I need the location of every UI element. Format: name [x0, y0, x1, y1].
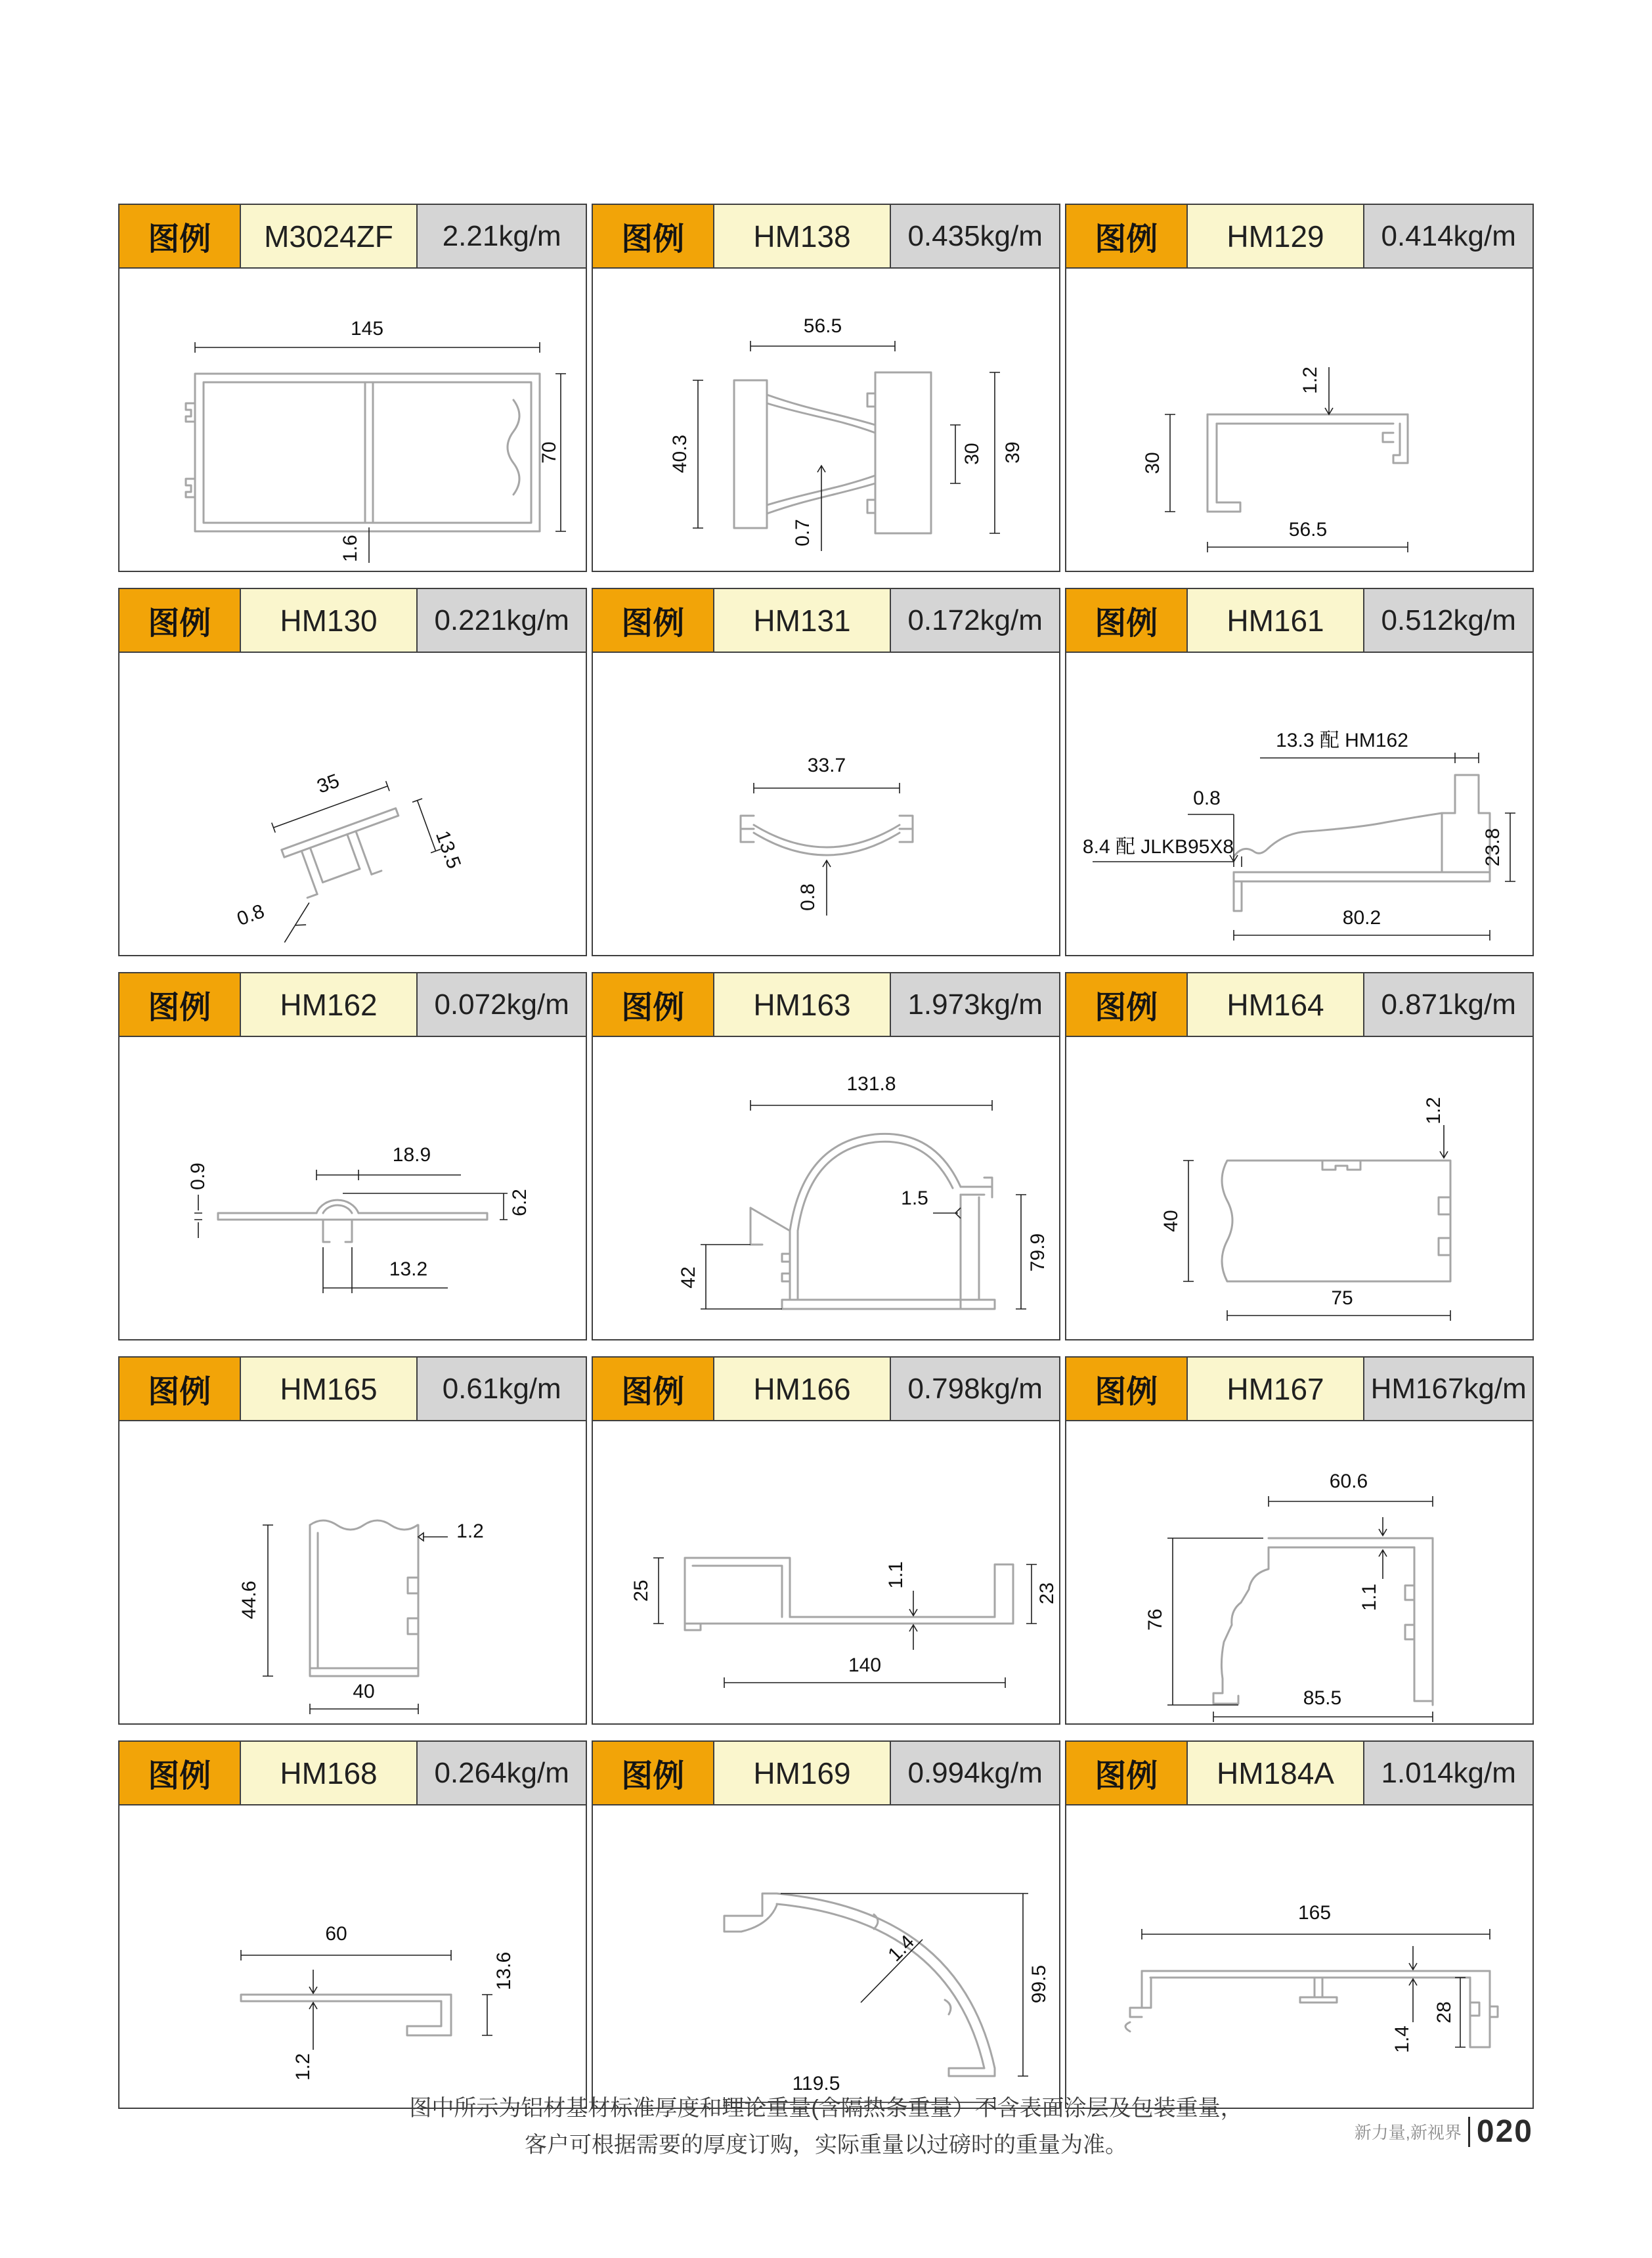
- weight-cell: 2.21kg/m: [418, 205, 586, 267]
- dim-label: 30: [961, 443, 983, 465]
- profile-card-hm168: [118, 1740, 587, 2109]
- model-cell: HM184A: [1188, 1742, 1365, 1804]
- model-cell: HM138: [714, 205, 892, 267]
- legend-cell: 图例: [593, 1742, 714, 1804]
- model-cell: HM162: [241, 973, 418, 1036]
- dim-label: 60.6: [1329, 1471, 1368, 1492]
- dim-label: 79.9: [1027, 1233, 1049, 1272]
- profile-svg: [120, 1805, 586, 2108]
- profile-svg: [120, 653, 586, 955]
- dim-label: 1.4: [884, 1931, 919, 1966]
- profile-drawing: [593, 269, 1059, 571]
- dim-label: 40.3: [669, 434, 691, 474]
- profile-card-hm167: [1065, 1356, 1534, 1725]
- card-header: [120, 1742, 586, 1805]
- dim-label: 1.4: [1391, 2026, 1413, 2053]
- weight-cell: 0.798kg/m: [891, 1358, 1059, 1420]
- profile-card-hm166: [592, 1356, 1060, 1725]
- model-cell: HM169: [714, 1742, 892, 1804]
- dim-label: 56.5: [803, 315, 842, 337]
- dim-label: 30: [1142, 452, 1163, 474]
- dim-label: 18.9: [392, 1144, 431, 1166]
- profile-svg: [593, 1805, 1059, 2108]
- legend-cell: 图例: [120, 589, 241, 652]
- weight-cell: 0.172kg/m: [891, 589, 1059, 652]
- dim-label: 0.8: [797, 883, 819, 911]
- dim-label: 1.5: [901, 1187, 928, 1209]
- profile-svg: [1066, 653, 1532, 955]
- profile-drawing: [1066, 1805, 1532, 2108]
- dim-label: 1.1: [885, 1561, 907, 1589]
- card-header: [120, 205, 586, 269]
- profile-svg: [593, 1037, 1059, 1339]
- card-header: [1066, 1358, 1532, 1421]
- dim-label: 1.2: [292, 2053, 314, 2081]
- profile-card-hm165: [118, 1356, 587, 1725]
- profile-drawing: [120, 1037, 586, 1339]
- profile-drawing: [120, 269, 586, 571]
- weight-cell: 0.264kg/m: [418, 1742, 586, 1804]
- dim-label: 1.2: [456, 1520, 484, 1542]
- dim-label: 13.5: [431, 828, 465, 872]
- legend-cell: 图例: [1066, 973, 1188, 1036]
- page-number: 020: [1476, 2114, 1533, 2149]
- legend-cell: 图例: [593, 973, 714, 1036]
- card-header: [1066, 1742, 1532, 1805]
- dim-label: 1.2: [1299, 366, 1321, 394]
- profile-card-hm131: [592, 588, 1060, 956]
- card-header: [1066, 589, 1532, 653]
- footer-divider: [1468, 2117, 1470, 2147]
- dim-label: 60: [325, 1923, 347, 1945]
- weight-cell: 0.871kg/m: [1364, 973, 1532, 1036]
- card-header: [120, 589, 586, 653]
- dim-label: 56.5: [1288, 519, 1328, 541]
- dim-label: 75: [1331, 1287, 1353, 1309]
- dim-label: 140: [848, 1654, 882, 1676]
- dim-label: 85.5: [1303, 1687, 1342, 1709]
- dim-label: 0.8: [234, 900, 268, 931]
- model-cell: HM165: [241, 1358, 418, 1420]
- weight-cell: 0.221kg/m: [418, 589, 586, 652]
- dim-label: 99.5: [1028, 1964, 1050, 2004]
- profile-card-hm161: [1065, 588, 1534, 956]
- dim-label: 13.3 配 HM162: [1276, 730, 1408, 751]
- legend-cell: 图例: [120, 1742, 241, 1804]
- card-header: [1066, 205, 1532, 269]
- dim-label: 80.2: [1342, 907, 1381, 929]
- card-header: [593, 973, 1059, 1037]
- dim-label: 28: [1433, 2001, 1455, 2024]
- profile-card-hm129: [1065, 204, 1534, 572]
- profile-svg: [120, 269, 586, 571]
- weight-cell: 0.414kg/m: [1364, 205, 1532, 267]
- dim-label: 39: [1002, 441, 1024, 464]
- model-cell: HM164: [1188, 973, 1365, 1036]
- model-cell: M3024ZF: [241, 205, 418, 267]
- legend-cell: 图例: [593, 1358, 714, 1420]
- legend-cell: 图例: [593, 589, 714, 652]
- profile-svg: [593, 269, 1059, 571]
- weight-cell: 1.973kg/m: [891, 973, 1059, 1036]
- card-header: [1066, 973, 1532, 1037]
- weight-cell: HM167kg/m: [1364, 1358, 1532, 1420]
- profile-drawing: [593, 1805, 1059, 2108]
- profile-card-hm162: [118, 972, 587, 1340]
- dim-label: 119.5: [792, 2073, 840, 2094]
- dim-label: 165: [1297, 1902, 1332, 1924]
- model-cell: HM131: [714, 589, 892, 652]
- profile-drawing: [593, 1421, 1059, 1723]
- profile-grid: [118, 204, 1534, 2109]
- card-header: [593, 589, 1059, 653]
- model-cell: HM129: [1188, 205, 1365, 267]
- profile-drawing: [1066, 1037, 1532, 1339]
- profile-drawing: [1066, 269, 1532, 571]
- legend-cell: 图例: [1066, 205, 1188, 267]
- dim-label: 1.1: [1359, 1583, 1380, 1611]
- card-header: [120, 973, 586, 1037]
- dim-label: 0.7: [792, 519, 814, 546]
- profile-svg: [593, 653, 1059, 955]
- model-cell: HM163: [714, 973, 892, 1036]
- profile-svg: [1066, 1421, 1532, 1723]
- legend-cell: 图例: [120, 205, 241, 267]
- weight-cell: 1.014kg/m: [1364, 1742, 1532, 1804]
- profile-card-hm138: [592, 204, 1060, 572]
- dim-label: 23: [1036, 1582, 1058, 1605]
- legend-cell: 图例: [1066, 589, 1188, 652]
- profile-drawing: [593, 653, 1059, 955]
- dim-label: 40: [1160, 1210, 1182, 1232]
- model-cell: HM161: [1188, 589, 1365, 652]
- profile-drawing: [120, 1805, 586, 2108]
- legend-cell: 图例: [593, 205, 714, 267]
- dim-label: 6.2: [509, 1189, 531, 1216]
- model-cell: HM166: [714, 1358, 892, 1420]
- card-header: [593, 1742, 1059, 1805]
- legend-cell: 图例: [120, 1358, 241, 1420]
- profile-card-hm184a: [1065, 1740, 1534, 2109]
- profile-drawing: [120, 1421, 586, 1723]
- card-header: [593, 1358, 1059, 1421]
- model-cell: HM167: [1188, 1358, 1365, 1420]
- profile-svg: [1066, 1805, 1532, 2108]
- dim-label: 13.6: [493, 1951, 515, 1991]
- dim-label: 1.6: [339, 535, 361, 562]
- brand-label: 新力量,新视界: [1354, 2123, 1462, 2142]
- dim-label: 0.9: [187, 1162, 209, 1190]
- dim-label: 33.7: [807, 755, 846, 776]
- card-header: [120, 1358, 586, 1421]
- footer-note-line2: 客户可根据需要的厚度订购，实际重量以过磅时的重量为准。: [525, 2133, 1127, 2158]
- dim-label: 23.8: [1482, 828, 1504, 867]
- profile-drawing: [1066, 1421, 1532, 1723]
- dim-label: 25: [630, 1580, 652, 1602]
- dim-label: 76: [1144, 1608, 1166, 1631]
- profile-svg: [1066, 1037, 1532, 1339]
- profile-drawing: [1066, 653, 1532, 955]
- weight-cell: 0.435kg/m: [891, 205, 1059, 267]
- card-header: [593, 205, 1059, 269]
- weight-cell: 0.61kg/m: [418, 1358, 586, 1420]
- profile-card-hm164: [1065, 972, 1534, 1340]
- profile-svg: [120, 1421, 586, 1723]
- weight-cell: 0.072kg/m: [418, 973, 586, 1036]
- dim-label: 42: [678, 1266, 699, 1289]
- dim-label: 0.8: [1193, 787, 1221, 809]
- profile-card-hm130: [118, 588, 587, 956]
- profile-card-hm163: [592, 972, 1060, 1340]
- weight-cell: 0.512kg/m: [1364, 589, 1532, 652]
- profile-svg: [593, 1421, 1059, 1723]
- profile-card-m3024zf: [118, 204, 587, 572]
- model-cell: HM168: [241, 1742, 418, 1804]
- dim-label: 131.8: [846, 1073, 896, 1095]
- legend-cell: 图例: [1066, 1742, 1188, 1804]
- dim-label: 8.4 配 JLKB95X8: [1082, 836, 1234, 858]
- legend-cell: 图例: [1066, 1358, 1188, 1420]
- dim-label: 13.2: [389, 1258, 428, 1280]
- dim-label: 35: [314, 770, 343, 798]
- dim-label: 145: [350, 318, 384, 340]
- model-cell: HM130: [241, 589, 418, 652]
- profile-drawing: [593, 1037, 1059, 1339]
- footer-note-line1: 图中所示为铝材基材标准厚度和理论重量(含隔热条重量）不含表面涂层及包装重量，: [409, 2096, 1243, 2121]
- dim-label: 40: [353, 1681, 375, 1702]
- dim-label: 70: [538, 441, 560, 464]
- page-footer: [1355, 2114, 1533, 2150]
- dim-label: 44.6: [238, 1580, 260, 1620]
- weight-cell: 0.994kg/m: [891, 1742, 1059, 1804]
- profile-drawing: [120, 653, 586, 955]
- dim-label: 1.2: [1423, 1097, 1445, 1124]
- profile-card-hm169: [592, 1740, 1060, 2109]
- legend-cell: 图例: [120, 973, 241, 1036]
